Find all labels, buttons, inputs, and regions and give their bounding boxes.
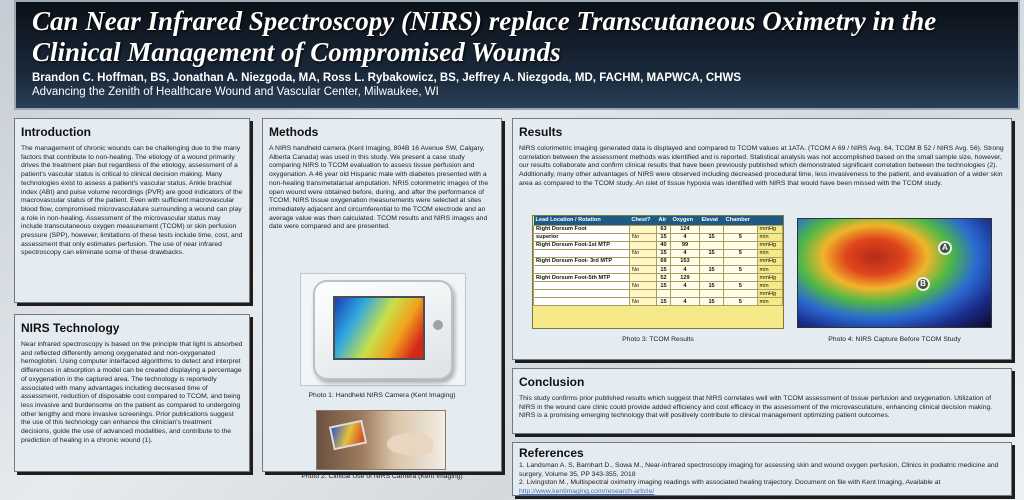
conclusion-heading: Conclusion — [519, 375, 585, 389]
reference-2 — [513, 479, 1011, 496]
tcom-location-cell: Right Dorsum Foot-5th MTP — [534, 274, 630, 282]
introduction-heading: Introduction — [21, 125, 91, 139]
tcom-unit-cell: mmHg — [757, 290, 782, 298]
tcom-chamber-cell — [724, 241, 757, 249]
tcom-table-row — [534, 225, 783, 233]
tcom-air-cell: 52 — [657, 274, 671, 282]
tcom-unit-cell: mmHg — [757, 257, 782, 265]
tcom-air-cell: 15 — [657, 233, 671, 241]
tcom-header-cell: Lead Location / Rotation — [534, 216, 630, 225]
tcom-chamber-cell: 5 — [724, 249, 757, 257]
tcom-air-cell: 40 — [657, 241, 671, 249]
tcom-location-cell — [534, 249, 630, 257]
affiliation-line: Advancing the Zenith of Healthcare Wound and Vascular Center, Milwaukee, WI — [32, 86, 439, 98]
references-panel — [512, 442, 1012, 496]
handheld-nirs-camera-photo — [300, 273, 466, 386]
tcom-elevation-cell — [699, 225, 723, 233]
tcom-chest-select[interactable] — [629, 274, 656, 282]
camera-body — [313, 280, 453, 380]
tcom-air-cell: 15 — [657, 249, 671, 257]
tcom-location-cell: Right Dorsum Foot — [534, 225, 630, 233]
tcom-air-cell — [657, 290, 671, 298]
tcom-table-row — [534, 298, 783, 306]
introduction-body: The management of chronic wounds can be challenging due to the many factors that contribute to non-healing. The etiology of a wound primarily drives the treatment plan but regardless of the etiology, assessment of a patient's vascular status is critical to clinical decision making. Many technologies exist to assess a patient's vascular status. Ankle brachial index (ABI) and pulse volume recordings (PVR) are good indicators of the macrovascular status of the patient. Even with sufficient macrovascular blood flow, compromised microvasculature surrounding a wound can play a role in non-healing. Assessment of the microvascular status may include transcutaneous oxygen measurement (TCOM) or skin perfusion pressure (SPP), however, limitations of these tests include time, cost, and assessment that only estimates perfusion. The use of near infrared spectroscopy can eliminate some of these drawbacks. — [21, 145, 243, 257]
nirs-technology-panel — [14, 314, 250, 472]
tcom-location-cell — [534, 282, 630, 290]
tcom-header-cell: Oxygen — [670, 216, 699, 225]
methods-body: A NIRS handheld camera (Kent Imaging, 804B 16 Avenue SW, Calgary, Alberta Canada) was used in this study. We present a case study comparing NIRS to TCOM evaluation to assess tissue perfusion and oxygenation. A 46 year old Hispanic male with diabetes presented with a non-healing transmetatarsal amputation. NRIS colorimetric images of the open wound were obtained before, during, and after the performance of TCOM. NIRS tissue oxygenation measurements were selected at sites immediately adjacent and circumferential to the TCOM electrode and an average value was then calculated. TCOM results and NIRS images and date were compared and are presented. — [269, 145, 489, 231]
tcom-chest-select[interactable]: No — [629, 265, 656, 273]
photo2-caption: Photo 2: Clinical Use of NIRS Camera (Kent Imaging) — [301, 473, 463, 480]
tcom-chamber-cell — [724, 290, 757, 298]
tcom-oxygen-cell: 153 — [670, 257, 699, 265]
tcom-table-row — [534, 241, 783, 249]
tcom-table-row — [534, 290, 783, 298]
tcom-chest-select[interactable] — [629, 257, 656, 265]
tcom-elevation-cell: 15 — [699, 249, 723, 257]
tcom-elevation-cell — [699, 274, 723, 282]
capture-marker-b: B — [916, 277, 930, 291]
tcom-chest-select[interactable] — [629, 225, 656, 233]
poster-header — [14, 0, 1020, 110]
tcom-chamber-cell — [724, 225, 757, 233]
tcom-chest-select[interactable]: No — [629, 249, 656, 257]
tcom-air-cell: 15 — [657, 265, 671, 273]
results-heading: Results — [519, 125, 563, 139]
tcom-header-cell: Chest? — [629, 216, 656, 225]
tcom-oxygen-cell — [670, 290, 699, 298]
nirs-technology-body: Near infrared spectroscopy is based on the principle that light is absorbed and reflected differently among oxygenated and non-oxygenated hemoglobin. Using computer interfaced algorithms to detect and interpret differences in absorption a model can be created displaying a percentage of oxygenation in the captured area. The technology is reportedly associated with many advantages including decreased time of assessment, reduction of disposable cost compared to TCOM, and being less invasive and burdensome on the patient as compared to undergoing other lengthy and more invasive screenings. Prior publications suggest the use of this technology can enhance the clinician's treatment decisions, guide the use of advanced modalities, and contribute to the prediction of healing in a chronic wound (1). — [21, 341, 243, 444]
photo1-caption: Photo 1: Handheld NIRS Camera (Kent Imaging) — [308, 392, 456, 399]
tcom-unit-cell: min — [757, 298, 782, 306]
tcom-location-cell — [534, 265, 630, 273]
poster-title: Can Near Infrared Spectroscopy (NIRS) replace Transcutaneous Oximetry in the Clinical Management of Compromised Wounds — [32, 6, 937, 67]
tcom-elevation-cell: 15 — [699, 233, 723, 241]
tcom-table-row — [534, 257, 783, 265]
references-heading: References — [519, 446, 584, 460]
conclusion-panel — [512, 368, 1012, 434]
tcom-elevation-cell: 15 — [699, 265, 723, 273]
tablet-device — [329, 420, 367, 451]
tcom-oxygen-cell: 99 — [670, 241, 699, 249]
tcom-chamber-cell: 5 — [724, 265, 757, 273]
tcom-results-table — [532, 215, 784, 329]
tcom-chamber-cell: 5 — [724, 233, 757, 241]
tcom-air-cell: 63 — [657, 225, 671, 233]
camera-button — [433, 320, 443, 330]
clinical-use-photo — [316, 410, 446, 470]
tcom-unit-cell: min — [757, 233, 782, 241]
tcom-table-row — [534, 274, 783, 282]
authors-line: Brandon C. Hoffman, BS, Jonathan A. Niezgoda, MA, Ross L. Rybakowicz, BS, Jeffrey A. Niezgoda, MD, FACHM, MAPWCA, CHWS — [32, 72, 742, 84]
camera-screen — [333, 296, 425, 360]
tcom-elevation-cell — [699, 290, 723, 298]
tcom-elevation-cell — [699, 257, 723, 265]
tcom-unit-cell: mmHg — [757, 225, 782, 233]
tcom-oxygen-cell: 124 — [670, 225, 699, 233]
tcom-unit-cell: min — [757, 282, 782, 290]
tcom-unit-cell: min — [757, 249, 782, 257]
methods-heading: Methods — [269, 125, 319, 139]
tcom-location-cell — [534, 290, 630, 298]
tcom-oxygen-cell: 4 — [670, 249, 699, 257]
nirs-technology-heading: NIRS Technology — [21, 321, 120, 335]
photo3-caption: Photo 3: TCOM Results — [622, 336, 694, 343]
tcom-oxygen-cell: 4 — [670, 265, 699, 273]
tcom-chamber-cell — [724, 257, 757, 265]
results-body: NIRS colorimetric imaging generated data is displayed and compared to TCOM values at 1ATA. (TCOM A 69 / NIRS Avg. 64, TCOM B 52 / NIRS Avg. 56). Strong correlation between the assessment methods was identified and is reported. Statistical analysis was not accomplished based on the small sample size, however, our results collaborate and confirm clinical results that have been previously published which demonstrated significant correlation between the technologies (2). Additionally, many other advantages of NIRS were observed including decreased procedural time, less invasiveness to the patient, and evaluation of a wider skin area as compared to the TCOM study. An islet of tissue hypoxia was identified with NIRS that would have been missed with the TCOM study. — [519, 145, 1004, 187]
tcom-table-row — [534, 265, 783, 273]
patient-foot — [387, 433, 433, 455]
tcom-chamber-cell: 5 — [724, 282, 757, 290]
tcom-oxygen-cell: 4 — [670, 282, 699, 290]
reference-2-text: 2. Livingston M., Multispectral oximetry imaging readings with associated healing trajectory. Document on file with Kent Imaging, Available at — [519, 479, 941, 487]
tcom-location-cell: Right Dorsum Foot-1st MTP — [534, 241, 630, 249]
tcom-unit-cell: min — [757, 265, 782, 273]
nirs-capture-image — [797, 218, 992, 328]
tcom-air-cell: 15 — [657, 298, 671, 306]
tcom-elevation-cell: 15 — [699, 282, 723, 290]
tcom-table-row — [534, 282, 783, 290]
capture-marker-a: A — [938, 241, 952, 255]
tcom-header-cell: Chamber — [724, 216, 757, 225]
tcom-chest-select[interactable]: No — [629, 298, 656, 306]
tcom-oxygen-cell: 4 — [670, 233, 699, 241]
reference-1: 1. Landsman A. S, Barnhart D., Sowa M., Near-infrared spectroscopy imaging for assessing skin and wound oxygen perfusion, Clinics in podiatric medicine and surgery, Volume 35, PP 343-355, 2018 — [519, 462, 999, 478]
conclusion-body: This study confirms prior published results which suggest that NIRS correlates well with TCOM assessment of tissue perfusion and oxygenation. Utilization of NIRS in the wound care clinic could provide added efficiency and cost efficacy in the assessment of the microvasculature, enhancing clinical decision making. NIRS is a promising emerging technology that will positively contribute to clinical management optimizing patient outcomes. — [519, 395, 993, 420]
tcom-unit-cell: mmHg — [757, 274, 782, 282]
tcom-oxygen-cell: 4 — [670, 298, 699, 306]
tcom-table-row — [534, 233, 783, 241]
tcom-chest-select[interactable]: No — [629, 282, 656, 290]
tcom-location-cell: Right Dorsum Foot- 3rd MTP — [534, 257, 630, 265]
tcom-table-row — [534, 249, 783, 257]
tcom-chest-select[interactable] — [629, 290, 656, 298]
tcom-air-cell: 15 — [657, 282, 671, 290]
introduction-panel — [14, 118, 250, 303]
photo4-caption: Photo 4: NIRS Capture Before TCOM Study — [828, 336, 961, 343]
tcom-chest-select[interactable] — [629, 241, 656, 249]
tcom-oxygen-cell: 129 — [670, 274, 699, 282]
tcom-location-cell — [534, 298, 630, 306]
tcom-elevation-cell — [699, 241, 723, 249]
tcom-unit-cell: mmHg — [757, 241, 782, 249]
tcom-chamber-cell — [724, 274, 757, 282]
tcom-chamber-cell: 5 — [724, 298, 757, 306]
tcom-air-cell: 69 — [657, 257, 671, 265]
tcom-header-cell — [757, 216, 782, 225]
reference-2-link[interactable]: http://www.kentimaging.com/research-article/ — [519, 488, 655, 496]
tcom-chest-select[interactable]: No — [629, 233, 656, 241]
tcom-header-cell: Elevat — [699, 216, 723, 225]
tcom-header-cell: Air — [657, 216, 671, 225]
tcom-location-cell: superior — [534, 233, 630, 241]
tcom-elevation-cell: 15 — [699, 298, 723, 306]
